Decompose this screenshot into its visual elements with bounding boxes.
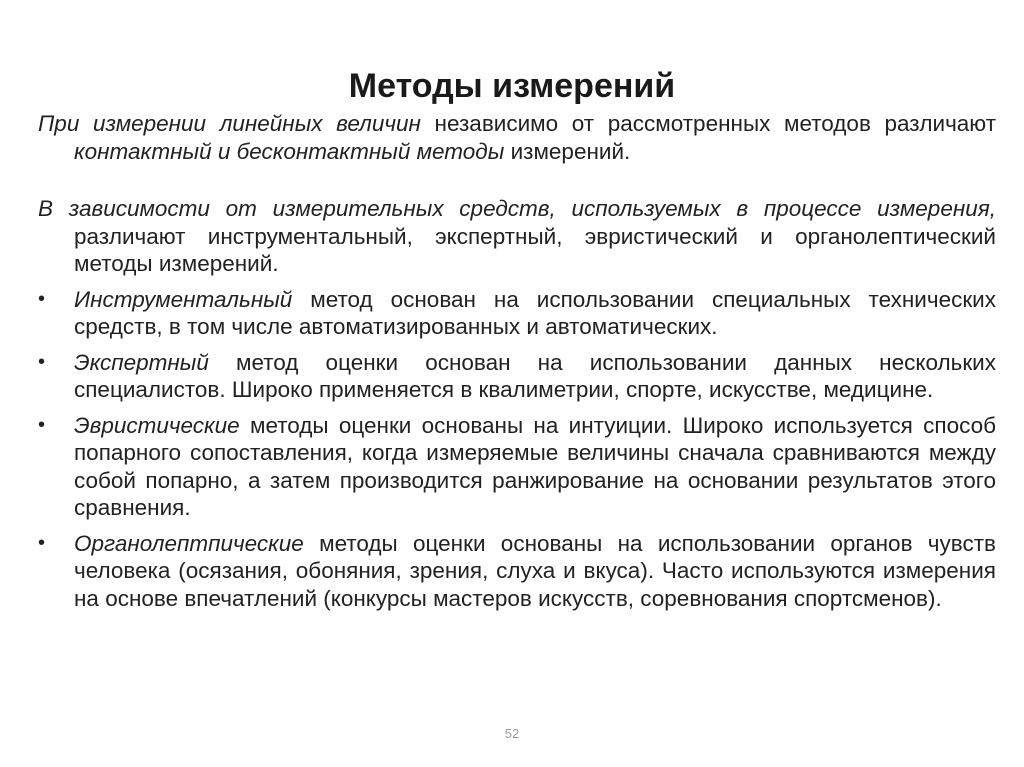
page-number: 52 <box>504 726 520 741</box>
term-expert: Экспертный <box>74 349 209 375</box>
page-title: Методы измерений <box>348 67 676 105</box>
bullet-icon: • <box>38 531 46 554</box>
text-expert: метод оценки основан на использовании данных нескольких специалистов. Широко применяется в квалиметрии, спорте, искусстве, медицине. <box>74 349 996 402</box>
text-instrumental: метод основан на использовании специальных технических средств, в том числе автоматизированных и автоматических. <box>74 286 996 339</box>
slide-content <box>38 110 996 612</box>
list-item-instrumental <box>38 286 996 341</box>
intro-lead-italic: При измерении линейных величин <box>38 111 421 136</box>
dependency-text: различают инструментальный, экспертный, эвристический и органолептический методы измерений. <box>74 223 996 276</box>
term-heuristic: Эвристические <box>74 412 240 438</box>
term-instrumental: Инструментальный <box>74 286 293 312</box>
dependency-lead-italic: В зависимости от измерительных средств, используемых в процессе измерения, <box>38 196 996 221</box>
list-item-heuristic <box>38 412 996 522</box>
list-item-organoleptic <box>38 530 996 613</box>
text-organoleptic: методы оценки основаны на использовании органов чувств человека (осязания, обоняния, зрения, слуха и вкуса). Часто используются измерения на основе впечатлений (конкурсы мастеров искусств, соревнования спортсменов). <box>74 530 996 611</box>
dependency-paragraph <box>38 195 996 278</box>
list-item-expert <box>38 349 996 404</box>
term-organoleptic: Органолептпические <box>74 530 304 556</box>
intro-paragraph <box>38 110 996 165</box>
paragraph-gap <box>38 165 996 195</box>
bullet-icon: • <box>38 413 46 436</box>
bullet-icon: • <box>38 287 46 310</box>
text-heuristic: методы оценки основаны на интуиции. Широко используется способ попарного сопоставления, когда измеряемые величины сначала сравниваются между собой попарно, а затем производится ранжирование на основании результатов этого сравнения. <box>74 412 996 520</box>
intro-italic-2: контактный и бесконтактный методы <box>74 138 505 164</box>
intro-text-1: независимо от рассмотренных методов различают <box>420 111 996 136</box>
intro-text-2: измерений. <box>504 138 631 164</box>
bullet-icon: • <box>38 350 46 373</box>
